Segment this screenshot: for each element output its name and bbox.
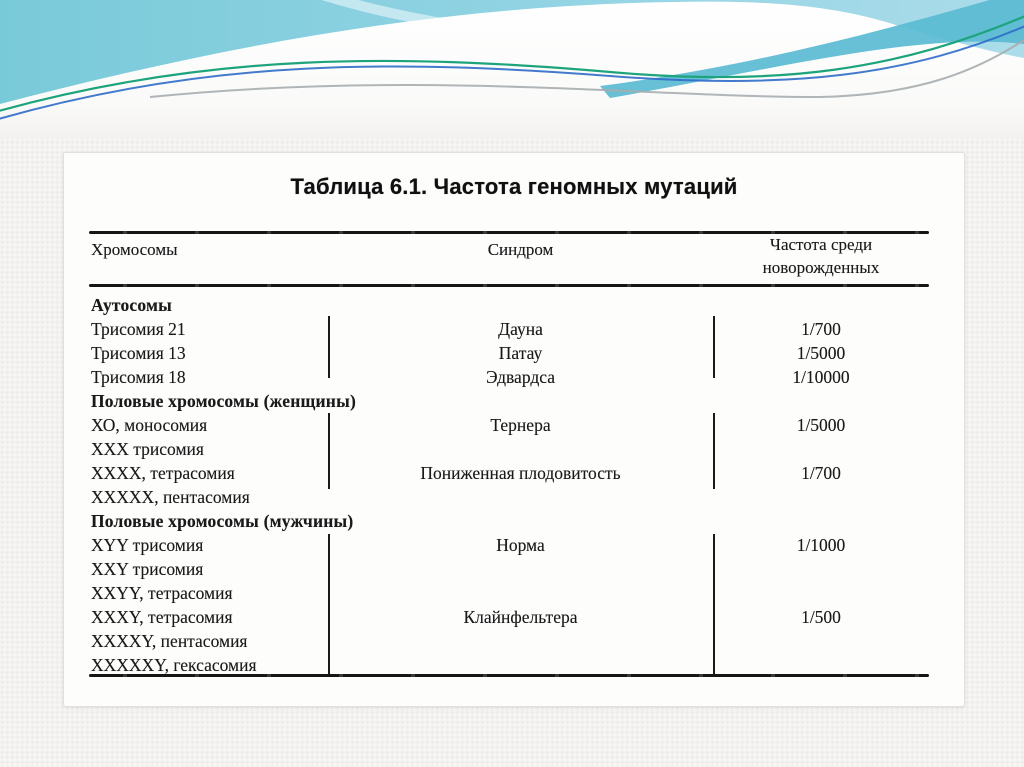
cell-chromosome: XYY трисомия xyxy=(91,535,204,555)
section-label: Половые хромосомы (женщины) xyxy=(91,391,356,411)
cell-chromosome: XXXXX, пентасомия xyxy=(91,487,250,507)
section-label: Половые хромосомы (мужчины) xyxy=(91,511,354,531)
cell-syndrome: Эдвардса xyxy=(486,367,555,387)
table-row xyxy=(64,557,964,581)
cell-chromosome: XXY трисомия xyxy=(91,559,204,579)
header-wave-decoration xyxy=(0,0,1024,138)
cell-syndrome: Норма xyxy=(496,535,545,555)
cell-syndrome xyxy=(328,485,713,509)
cell-chromosome: XXXY, тетрасомия xyxy=(91,607,233,627)
cell-frequency: 1/10000 xyxy=(792,367,850,387)
slide-content-card xyxy=(63,152,965,707)
table-row xyxy=(64,413,964,437)
cell-frequency xyxy=(713,557,929,581)
cell-frequency xyxy=(713,629,929,653)
table-row xyxy=(64,653,964,677)
cell-chromosome: Трисомия 13 xyxy=(91,343,186,363)
table-row xyxy=(64,581,964,605)
cell-syndrome: Патау xyxy=(498,343,543,363)
cell-syndrome xyxy=(328,653,713,677)
cell-syndrome xyxy=(328,437,713,461)
cell-chromosome: Трисомия 18 xyxy=(91,367,186,387)
table-rule-header xyxy=(89,284,929,287)
column-header-chromosomes: Хромосомы xyxy=(91,240,178,259)
cell-chromosome: XXXXXY, гексасомия xyxy=(91,655,257,675)
table-row xyxy=(64,317,964,341)
table-row-section xyxy=(64,293,964,317)
cell-chromosome: ХО, моносомия xyxy=(91,415,208,435)
table-row xyxy=(64,437,964,461)
column-header-syndrome: Синдром xyxy=(487,240,554,259)
cell-syndrome: Дауна xyxy=(498,319,543,339)
cell-frequency xyxy=(713,653,929,677)
cell-chromosome: Трисомия 21 xyxy=(91,319,186,339)
cell-syndrome xyxy=(328,557,713,581)
cell-syndrome xyxy=(328,581,713,605)
cell-syndrome: Тернера xyxy=(490,415,551,435)
cell-chromosome: XXYY, тетрасомия xyxy=(91,583,233,603)
cell-frequency: 1/500 xyxy=(801,607,841,627)
table-title: Таблица 6.1. Частота геномных мутаций xyxy=(290,174,738,199)
table-row xyxy=(64,461,964,485)
table-row-section xyxy=(64,509,964,533)
table-row xyxy=(64,605,964,629)
cell-frequency xyxy=(713,581,929,605)
cell-frequency: 1/700 xyxy=(801,463,841,483)
table-row xyxy=(64,365,964,389)
cell-chromosome: XXXXY, пентасомия xyxy=(91,631,248,651)
scanned-table-image xyxy=(64,153,964,706)
cell-frequency xyxy=(713,437,929,461)
cell-chromosome: XXXX, тетрасомия xyxy=(91,463,235,483)
table-row xyxy=(64,341,964,365)
table-row-section xyxy=(64,389,964,413)
cell-frequency: 1/1000 xyxy=(796,535,846,555)
table-row xyxy=(64,629,964,653)
cell-frequency: 1/5000 xyxy=(796,415,846,435)
table-row xyxy=(64,533,964,557)
cell-chromosome: XXX трисомия xyxy=(91,439,204,459)
cell-syndrome: Пониженная плодовитость xyxy=(420,463,621,483)
column-header-frequency-line1: Частота среди xyxy=(769,235,873,254)
section-label: Аутосомы xyxy=(91,295,172,315)
table-row xyxy=(64,485,964,509)
column-header-frequency xyxy=(713,233,929,279)
cell-syndrome: Клайнфельтера xyxy=(463,607,578,627)
cell-frequency: 1/5000 xyxy=(796,343,846,363)
cell-frequency xyxy=(713,485,929,509)
cell-syndrome xyxy=(328,629,713,653)
cell-frequency: 1/700 xyxy=(801,319,841,339)
column-header-frequency-line2: новорожденных xyxy=(762,258,880,277)
